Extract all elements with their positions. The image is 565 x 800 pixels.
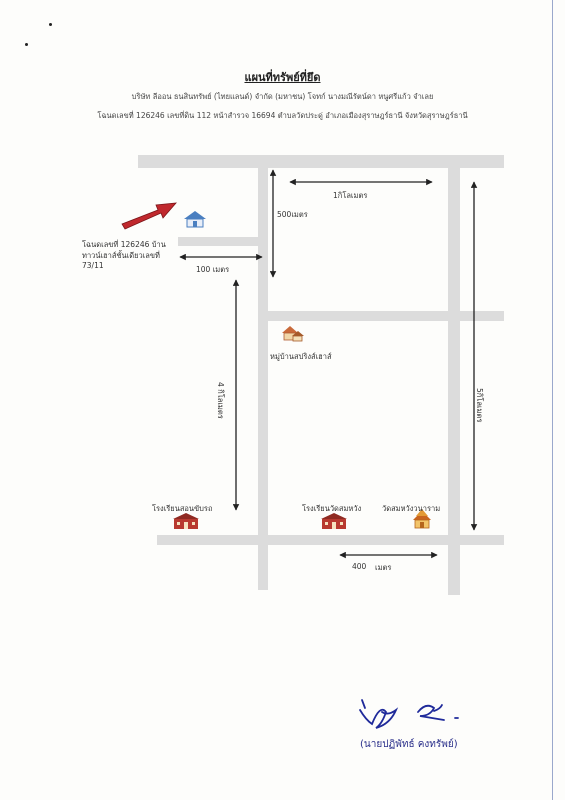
school-icon-left bbox=[173, 513, 199, 529]
deed-info: โฉนดเลขที่ 126246 เลขที่ดิน 112 หน้าสำรวจ 16694 ตำบลวัดประดู่ อำเภอเมืองสุราษฎร์ธานี จังหวัดสุราษฎร์ธานี bbox=[97, 111, 468, 120]
property-label-line1: โฉนดเลขที่ 126246 บ้าน bbox=[82, 240, 166, 249]
landmark-temple-label: วัดสมหวังวนาราม bbox=[382, 504, 441, 513]
landmark-school-mid-label: โรงเรียนวัดสมหวัง bbox=[302, 504, 362, 513]
case-parties: บริษัท ลีออน ธนสินทรัพย์ (ไทยแลนด์) จำกัด (มหาชน) โจทก์ นางมณีรัตน์ดา หนูศรีแก้ว จำเลย bbox=[131, 92, 434, 101]
property-pointer-arrow bbox=[122, 203, 176, 229]
house-icon bbox=[184, 211, 206, 227]
distance-100m: 100 เมตร bbox=[196, 265, 230, 274]
distance-400m-unit: เมตร bbox=[375, 563, 392, 572]
property-label-line2: ทาวน์เฮาส์ชั้นเดียวเลขที่ bbox=[82, 251, 160, 260]
handwritten-signature bbox=[360, 700, 458, 728]
signatory-name: (นายปฏิพัทธ์ คงทรัพย์) bbox=[360, 739, 458, 750]
page-title: แผนที่ทรัพย์ที่ยึด bbox=[244, 71, 321, 84]
landmark-village-label: หมู่บ้านสปริงส์เฮาส์ bbox=[270, 352, 332, 361]
property-label-line3: 73/11 bbox=[82, 261, 104, 270]
distance-500m: 500เมตร bbox=[277, 210, 308, 219]
distance-400m: 400 bbox=[352, 562, 367, 571]
school-icon-middle bbox=[321, 513, 347, 529]
distance-5km: 5กิโลเมตร bbox=[475, 388, 484, 423]
distance-4km: 4 กิโลเมตร bbox=[216, 382, 225, 419]
distance-1km: 1กิโลเมตร bbox=[333, 191, 368, 200]
landmark-school-left-label: โรงเรียนสอนขับรถ bbox=[152, 504, 213, 513]
village-icon bbox=[282, 326, 304, 341]
